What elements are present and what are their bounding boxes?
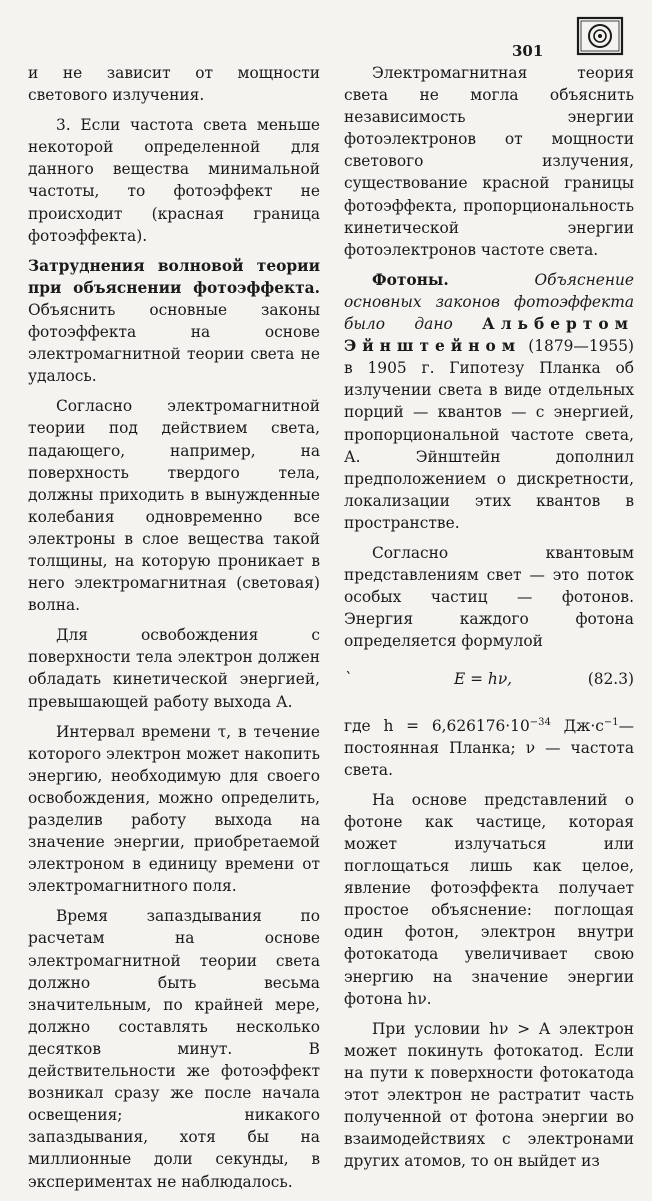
paragraph: и не зависит от мощности светового излучения. — [28, 64, 320, 105]
paragraph: Для освобождения с поверхности тела электрон должен обладать кинетической энергией, превышающей работу выхода А. — [28, 626, 320, 711]
page-number: 301 — [512, 42, 544, 60]
paragraph: Согласно квантовым представлениям свет — это поток особых частиц — фотонов. Энергия каждого фотона определяется формулой — [344, 543, 634, 651]
paragraph: Интервал времени τ, в течение которого электрон может накопить энергию, необходимую для своего освобождения, можно определить, разделив работу выхода на значение энергии, приобретаемой электроном в единицу времени от электромагнитного поля. — [28, 722, 320, 896]
section-heading: Затруднения волновой теории при объяснении фотоэффекта. — [28, 256, 320, 297]
paragraph-text: Объяснить основные законы фотоэффекта на основе электромагнитной теории света не удалось. — [28, 300, 320, 386]
paragraph-text: (1879—1955) в 1905 г. Гипотезу Планка об излучении света в виде отдельных порций — квантов — с энергией, пропорциональной частоте света, А. Эйнштейн дополнил предположением о дискретности, локализации этих квантов в пространстве. — [344, 337, 634, 532]
planck-text: — постоянная Планка; ν — частота света. — [344, 716, 634, 779]
planck-unit: Дж·с — [563, 716, 604, 735]
planck-text: где h = 6,626176·10 — [344, 716, 530, 735]
formula-expression: E = hν, — [454, 670, 513, 689]
paragraph — [28, 255, 320, 388]
paragraph — [344, 715, 634, 781]
left-column — [28, 62, 320, 1201]
formula — [344, 668, 634, 690]
stray-mark: ` — [344, 670, 352, 689]
right-column — [344, 62, 634, 1180]
paragraph: 3. Если частота света меньше некоторой определенной для данного вещества минимальной частоты, то фотоэффект не происходит (красная граница фотоэффекта). — [28, 116, 320, 245]
formula-number: (82.3) — [587, 670, 634, 689]
paragraph: На основе представлений о фотоне как частице, которая может излучаться или поглощаться лишь как целое, явление фотоэффекта получает простое объяснение: поглощая один фотон, электрон внутри фотокатода увеличивает свою энергию на значение энергии фотона hν. — [344, 790, 634, 1008]
paragraph: При условии hν > A электрон может покинуть фотокатод. Если на пути к поверхности фотокатода этот электрон не растратит часть полученной от фотона энергии во взаимодействиях с электронами других атомов, то он выйдет из — [344, 1019, 634, 1171]
exponent: −34 — [529, 716, 551, 728]
paragraph: Время запаздывания по расчетам на основе электромагнитной теории света должно быть весьма значительным, по крайней мере, должно составлять несколько десятков минут. В действительности же фотоэффект возникал сразу же после начала освещения; никакого запаздывания, хотя бы на миллионные доли секунды, в экспериментах не наблюдалось. — [28, 907, 320, 1191]
paragraph: Электромагнитная теория света не могла объяснить независимость энергии фотоэлектронов от мощности светового излучения, существование красной границы фотоэффекта, пропорциональность кинетической энергии фотоэлектронов частоте света. — [344, 64, 634, 259]
section-heading: Фотоны. — [372, 270, 449, 289]
paragraph — [344, 269, 634, 534]
person-name: Альбертом Эйнштейном — [344, 315, 634, 356]
target-figure-icon — [575, 15, 625, 57]
paragraph-text: Объяснение основных законов фотоэффекта было дано — [344, 270, 634, 334]
paragraph: Согласно электромагнитной теории под действием света, падающего, например, на поверхность твердого тела, должны приходить в вынужденные колебания одновременно все электроны в слое вещества такой толщины, на которую проникает в него электромагнитная (световая) волна. — [28, 397, 320, 615]
exponent: −1 — [603, 716, 619, 728]
